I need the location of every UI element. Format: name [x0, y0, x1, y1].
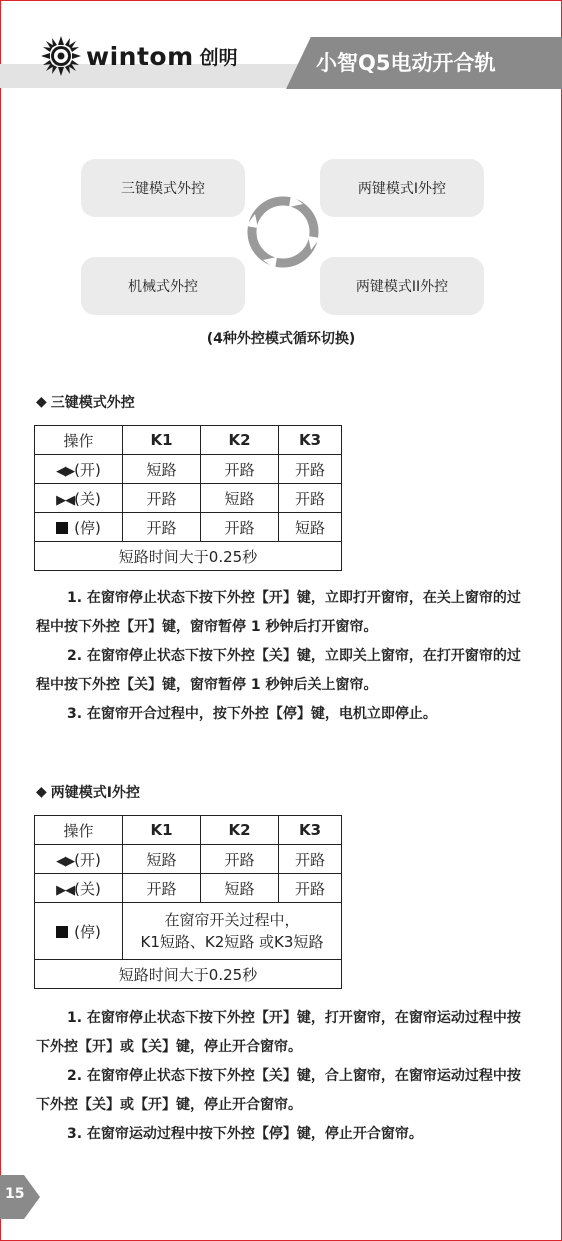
paragraph: 1. 在窗帘停止状态下按下外控【开】键，立即打开窗帘，在关上窗帘的过程中按下外控【开】键，窗帘暂停 1 秒钟后打开窗帘。: [36, 590, 521, 635]
table-header-cell: K3: [279, 426, 342, 455]
page-number: 15: [5, 1186, 25, 1202]
table-footer-cell: 短路时间大于0.25秒: [35, 960, 342, 989]
table-cell: 短路: [201, 484, 279, 513]
table-header-row: [35, 816, 342, 845]
diamond-bullet-icon: ◆: [36, 784, 47, 800]
section1-title-text: 三键模式外控: [50, 395, 135, 411]
section2-paragraphs: [36, 1004, 526, 1149]
table-header-cell: K2: [201, 426, 279, 455]
close-arrows-icon: ▶◀: [56, 882, 75, 898]
section2-title: [36, 782, 140, 802]
table-cell: 开路: [279, 845, 342, 874]
close-arrows-icon: ▶◀: [56, 492, 75, 508]
table-header-cell: K2: [201, 816, 279, 845]
paragraph: 3. 在窗帘运动过程中按下外控【停】键，停止开合窗帘。: [67, 1126, 423, 1142]
table-footer-cell: 短路时间大于0.25秒: [35, 542, 342, 571]
table-cell: 短路: [123, 455, 201, 484]
table-header-cell: K1: [123, 816, 201, 845]
op-cell: [35, 455, 123, 484]
mode-three-key: 三键模式外控: [81, 159, 245, 217]
diagram-caption: (4种外控模式循环切换): [206, 331, 356, 347]
table-footer-row: [35, 960, 342, 989]
paragraph: 1. 在窗帘停止状态下按下外控【开】键，打开窗帘，在窗帘运动过程中按下外控【开】或【关】键，停止开合窗帘。: [36, 1010, 521, 1055]
table-header-cell: 操作: [35, 816, 123, 845]
table-cell: 开路: [123, 513, 201, 542]
op-label: (停): [74, 922, 101, 941]
table-row: [35, 484, 342, 513]
table-row: [35, 903, 342, 960]
table-cell: 短路: [279, 513, 342, 542]
table-footer-row: [35, 542, 342, 571]
mode-two-key-ii: 两键模式II外控: [320, 257, 484, 315]
section2-table: [34, 815, 342, 989]
logo-text: wintom: [86, 41, 194, 71]
op-cell: [35, 903, 123, 960]
page-title: 小智Q5电动开合轨: [316, 51, 496, 75]
op-cell: [35, 845, 123, 874]
table-cell: 开路: [279, 874, 342, 903]
section1-title: [36, 392, 135, 412]
table-cell-merged: [123, 903, 342, 960]
op-label: (开): [74, 850, 101, 869]
table-cell: 开路: [123, 874, 201, 903]
open-arrows-icon: ◀▶: [56, 463, 75, 479]
sun-logo-icon: [40, 35, 82, 77]
table-cell: 短路: [201, 874, 279, 903]
table-cell: 开路: [201, 513, 279, 542]
table-header-cell: 操作: [35, 426, 123, 455]
stop-square-icon: [56, 522, 68, 534]
op-label: (停): [74, 518, 101, 537]
table-cell: 开路: [201, 455, 279, 484]
mode-two-key-i: 两键模式I外控: [320, 159, 484, 217]
logo-cn: 创明: [199, 46, 238, 69]
table-row: [35, 845, 342, 874]
table-header-row: [35, 426, 342, 455]
table-cell: 开路: [279, 455, 342, 484]
table-header-cell: K3: [279, 816, 342, 845]
paragraph: 2. 在窗帘停止状态下按下外控【关】键，合上窗帘，在窗帘运动过程中按下外控【关】或【开】键，停止开合窗帘。: [36, 1068, 521, 1113]
op-cell: [35, 874, 123, 903]
paragraph: 3. 在窗帘开合过程中，按下外控【停】键，电机立即停止。: [67, 706, 437, 722]
section1-table: [34, 425, 342, 571]
merged-line: 在窗帘开关过程中，: [164, 911, 300, 929]
op-cell: [35, 513, 123, 542]
mode-mechanical: 机械式外控: [81, 257, 245, 315]
op-label: (关): [74, 879, 101, 898]
section1-paragraphs: [36, 584, 526, 729]
table-cell: 开路: [123, 484, 201, 513]
merged-line: K1短路、K2短路 或K3短路: [140, 933, 324, 951]
op-label: (开): [74, 460, 101, 479]
brand-logo: [40, 34, 238, 78]
table-row: [35, 455, 342, 484]
table-cell: 短路: [123, 845, 201, 874]
table-cell: 开路: [201, 845, 279, 874]
paragraph: 2. 在窗帘停止状态下按下外控【关】键，立即关上窗帘，在打开窗帘的过程中按下外控【关】键，窗帘暂停 1 秒钟后关上窗帘。: [36, 648, 521, 693]
cycle-arrows-icon: [241, 190, 325, 274]
table-row: [35, 513, 342, 542]
table-cell: 开路: [279, 484, 342, 513]
table-row: [35, 874, 342, 903]
diamond-bullet-icon: ◆: [36, 394, 47, 410]
op-cell: [35, 484, 123, 513]
open-arrows-icon: ◀▶: [56, 853, 75, 869]
table-header-cell: K1: [123, 426, 201, 455]
op-label: (关): [74, 489, 101, 508]
stop-square-icon: [56, 926, 68, 938]
section2-title-text: 两键模式I外控: [50, 785, 140, 801]
